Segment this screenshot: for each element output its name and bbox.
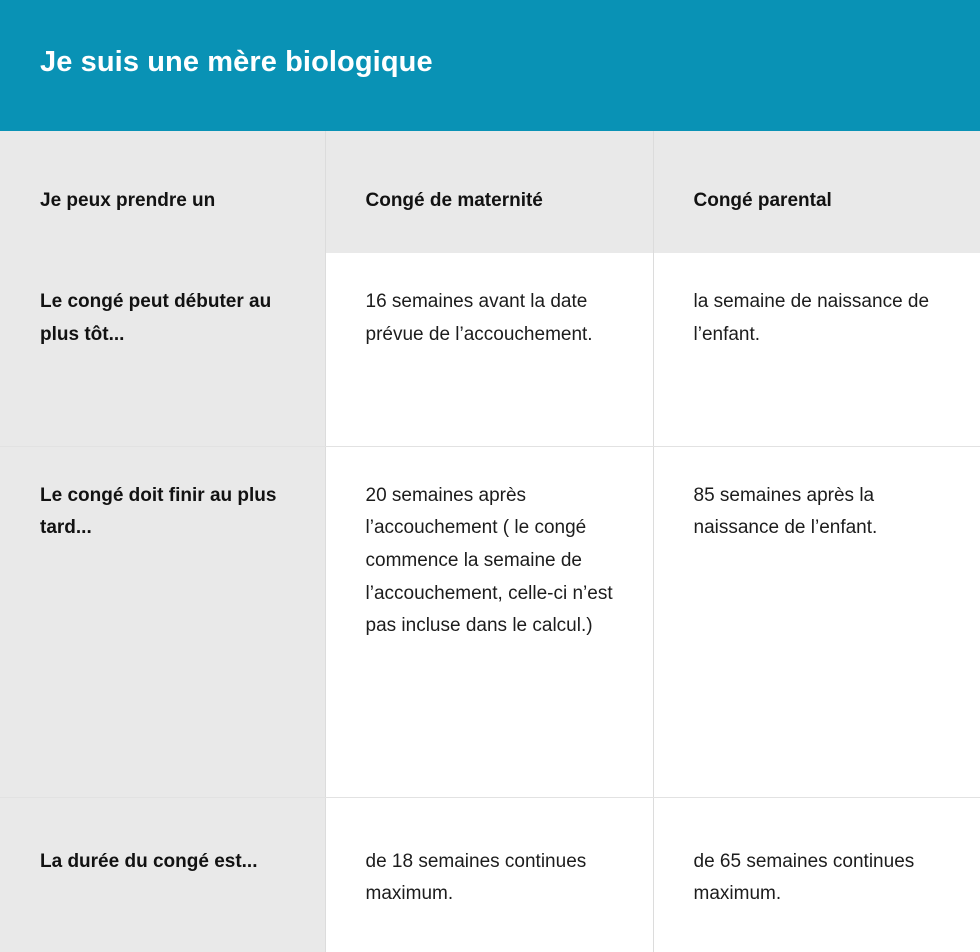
cell-text: 85 semaines après la naissance de l’enfant. (693, 484, 878, 539)
cell-text: de 18 semaines continues maximum. (365, 850, 587, 905)
cell-duration-parental (653, 797, 980, 952)
cell-duration-maternity (325, 797, 653, 952)
cell-text: de 65 semaines continues maximum. (693, 850, 915, 905)
cell-text: 20 semaines après l’accouchement ( le congé commence la semaine de l’accouchement, celle-ci n’est pas incluse dans le calcul.) (365, 484, 613, 637)
column-header-criteria: Je peux prendre un (0, 131, 325, 253)
table-header-row (0, 131, 980, 253)
cell-text: 16 semaines avant la date prévue de l’accouchement. (365, 291, 593, 345)
table-row (0, 797, 980, 952)
cell-earliest-start-maternity (325, 253, 653, 446)
page-title: Je suis une mère biologique (40, 46, 433, 79)
table-row (0, 253, 980, 446)
cell-latest-end-parental (653, 446, 980, 797)
column-header-parental-leave: Congé parental (653, 131, 980, 253)
column-header-maternity-leave: Congé de maternité (325, 131, 653, 253)
cell-latest-end-maternity (325, 446, 653, 797)
page-banner (0, 0, 980, 131)
cell-earliest-start-parental (653, 253, 980, 446)
leave-comparison-table (0, 131, 980, 952)
row-header-earliest-start: Le congé peut débuter au plus tôt... (0, 253, 325, 446)
table-header (0, 131, 980, 253)
cell-text: la semaine de naissance de l’enfant. (693, 291, 930, 345)
row-header-duration: La durée du congé est... (0, 797, 325, 952)
row-header-latest-end: Le congé doit finir au plus tard... (0, 446, 325, 797)
table-row (0, 446, 980, 797)
table-body (0, 253, 980, 952)
